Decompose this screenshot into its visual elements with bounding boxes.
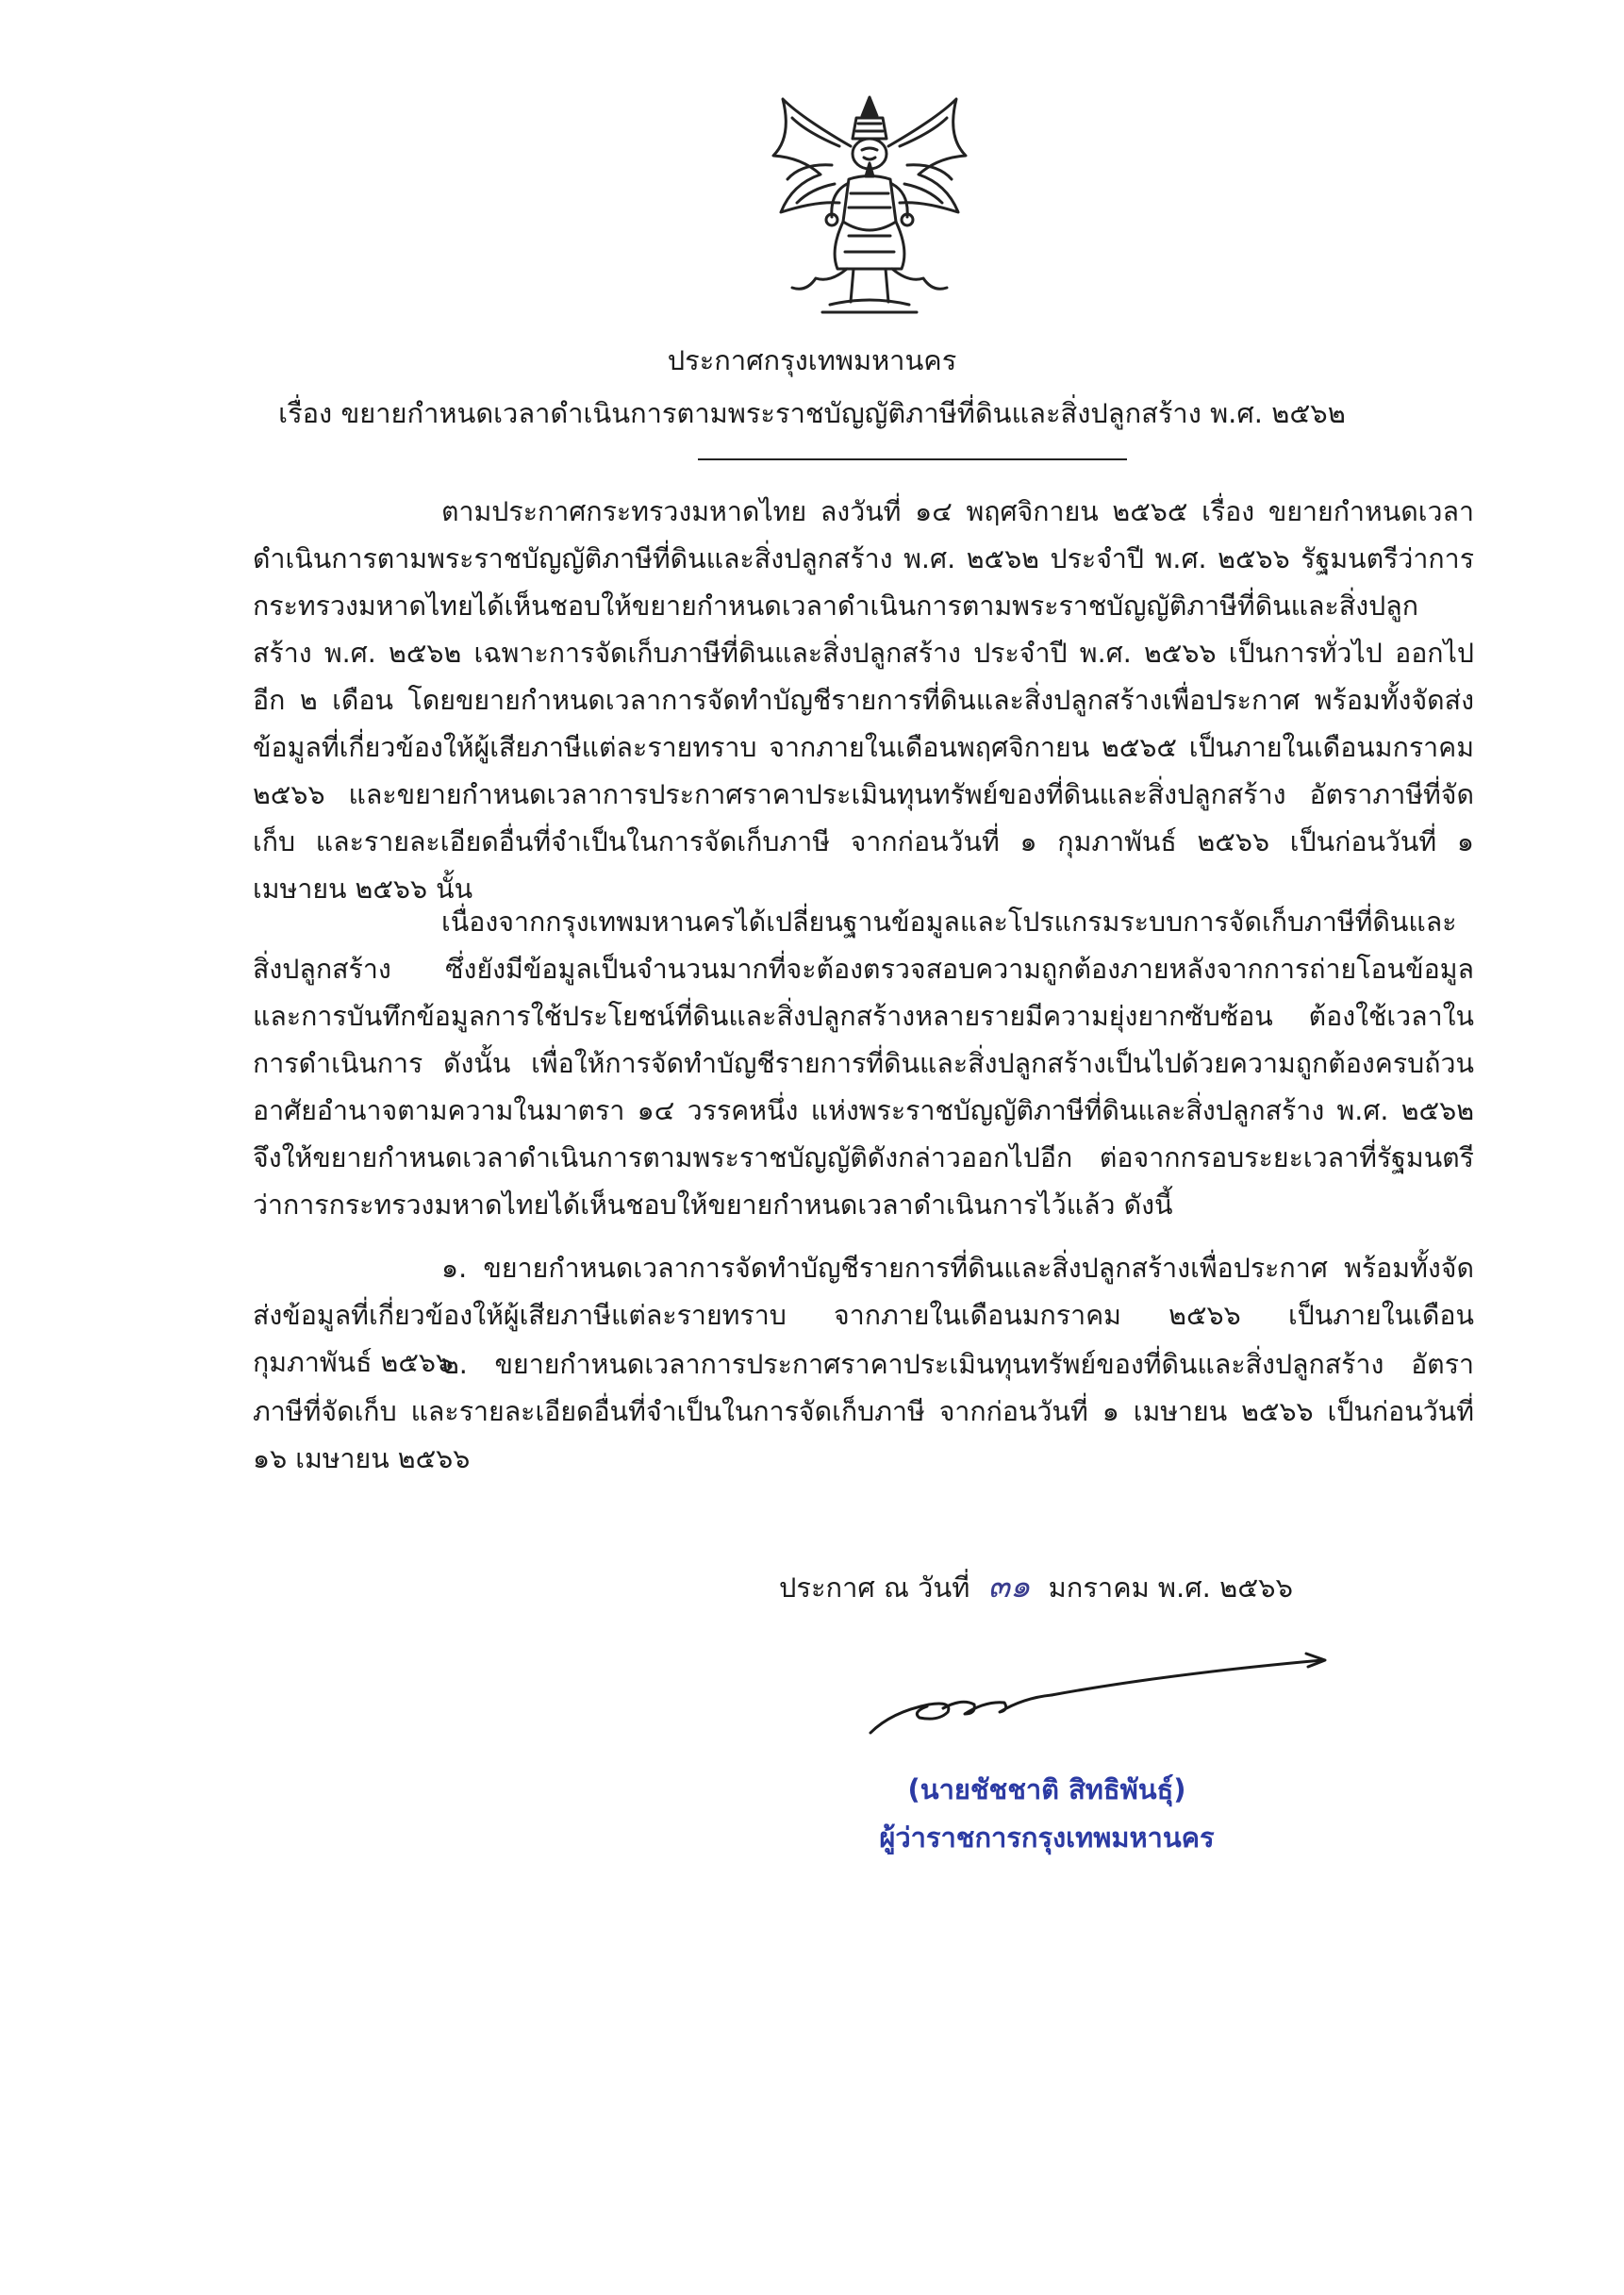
body-paragraph-2: เนื่องจากกรุงเทพมหานครได้เปลี่ยนฐานข้อมูลและโปรแกรมระบบการจัดเก็บภาษีที่ดินและสิ่งปลูกสร้าง ซึ่งยังมีข้อมูลเป็นจำนวนมากที่จะต้องตรวจสอบความถูกต้องภายหลังจากการถ่ายโอนข้อมูลและการบันทึกข้อมูลการใช้ประโยชน์ที่ดินและสิ่งปลูกสร้างหลายรายมีความยุ่งยากซับซ้อน ต้องใช้เวลาในการดำเนินการ ดังนั้น เพื่อให้การจัดทำบัญชีรายการที่ดินและสิ่งปลูกสร้างเป็นไปด้วยความถูกต้องครบถ้วน อาศัยอำนาจตามความในมาตรา ๑๔ วรรคหนึ่ง แห่งพระราชบัญญัติภาษีที่ดินและสิ่งปลูกสร้าง พ.ศ. ๒๕๖๒ จึงให้ขยายกำหนดเวลาดำเนินการตามพระราชบัญญัติดังกล่าวออกไปอีก ต่อจากกรอบระยะเวลาที่รัฐมนตรีว่าการกระทรวงมหาดไทยได้เห็นชอบให้ขยายกำหนดเวลาดำเนินการไว้แล้ว ดังนี้ (253, 906, 1474, 1221)
signer-name: (นายชัชชาติ สิทธิพันธุ์) (907, 1773, 1186, 1805)
title-divider (698, 458, 1127, 460)
document-subject: เรื่อง ขยายกำหนดเวลาดำเนินการตามพระราชบัญญัติภาษีที่ดินและสิ่งปลูกสร้าง พ.ศ. ๒๕๖๒ (278, 397, 1346, 429)
garuda-emblem-icon (764, 90, 976, 321)
announcement-date (779, 1566, 1293, 1608)
body-item-2: ๒. ขยายกำหนดเวลาการประกาศราคาประเมินทุนทรัพย์ของที่ดินและสิ่งปลูกสร้าง อัตราภาษีที่จัดเก็บ และรายละเอียดอื่นที่จำเป็นในการจัดเก็บภาษี จากก่อนวันที่ ๑ เมษายน ๒๕๖๖ เป็นก่อนวันที่ ๑๖ เมษายน ๒๕๖๖ (253, 1349, 1474, 1474)
body-item-1: ๑. ขยายกำหนดเวลาการจัดทำบัญชีรายการที่ดินและสิ่งปลูกสร้างเพื่อประกาศ พร้อมทั้งจัดส่งข้อมูลที่เกี่ยวข้องให้ผู้เสียภาษีแต่ละรายทราบ จากภายในเดือนมกราคม ๒๕๖๖ เป็นภายในเดือนกุมภาพันธ์ ๒๕๖๖ (253, 1253, 1474, 1378)
document-title: ประกาศกรุงเทพมหานคร (667, 344, 957, 376)
handwritten-day: ๓๑ (987, 1568, 1031, 1605)
body-paragraph-1: ตามประกาศกระทรวงมหาดไทย ลงวันที่ ๑๔ พฤศจิกายน ๒๕๖๕ เรื่อง ขยายกำหนดเวลาดำเนินการตามพระราชบัญญัติภาษีที่ดินและสิ่งปลูกสร้าง พ.ศ. ๒๕๖๒ ประจำปี พ.ศ. ๒๕๖๖ รัฐมนตรีว่าการกระทรวงมหาดไทยได้เห็นชอบให้ขยายกำหนดเวลาดำเนินการตามพระราชบัญญัติภาษีที่ดินและสิ่งปลูกสร้าง พ.ศ. ๒๕๖๒ เฉพาะการจัดเก็บภาษีที่ดินและสิ่งปลูกสร้าง ประจำปี พ.ศ. ๒๕๖๖ เป็นการทั่วไป ออกไปอีก ๒ เดือน โดยขยายกำหนดเวลาการจัดทำบัญชีรายการที่ดินและสิ่งปลูกสร้างเพื่อประกาศ พร้อมทั้งจัดส่งข้อมูลที่เกี่ยวข้องให้ผู้เสียภาษีแต่ละรายทราบ จากภายในเดือนพฤศจิกายน ๒๕๖๕ เป็นภายในเดือนมกราคม ๒๕๖๖ และขยายกำหนดเวลาการประกาศราคาประเมินทุนทรัพย์ของที่ดินและสิ่งปลูกสร้าง อัตราภาษีที่จัดเก็บ และรายละเอียดอื่นที่จำเป็นในการจัดเก็บภาษี จากก่อนวันที่ ๑ กุมภาพันธ์ ๒๕๖๖ เป็นก่อนวันที่ ๑ เมษายน ๒๕๖๖ นั้น (253, 496, 1474, 905)
handwritten-signature (863, 1646, 1334, 1750)
signer-position: ผู้ว่าราชการกรุงเทพมหานคร (879, 1821, 1215, 1854)
announcement-month-year: มกราคม พ.ศ. ๒๕๖๖ (1048, 1572, 1293, 1604)
announcement-date-prefix: ประกาศ ณ วันที่ (779, 1572, 970, 1604)
